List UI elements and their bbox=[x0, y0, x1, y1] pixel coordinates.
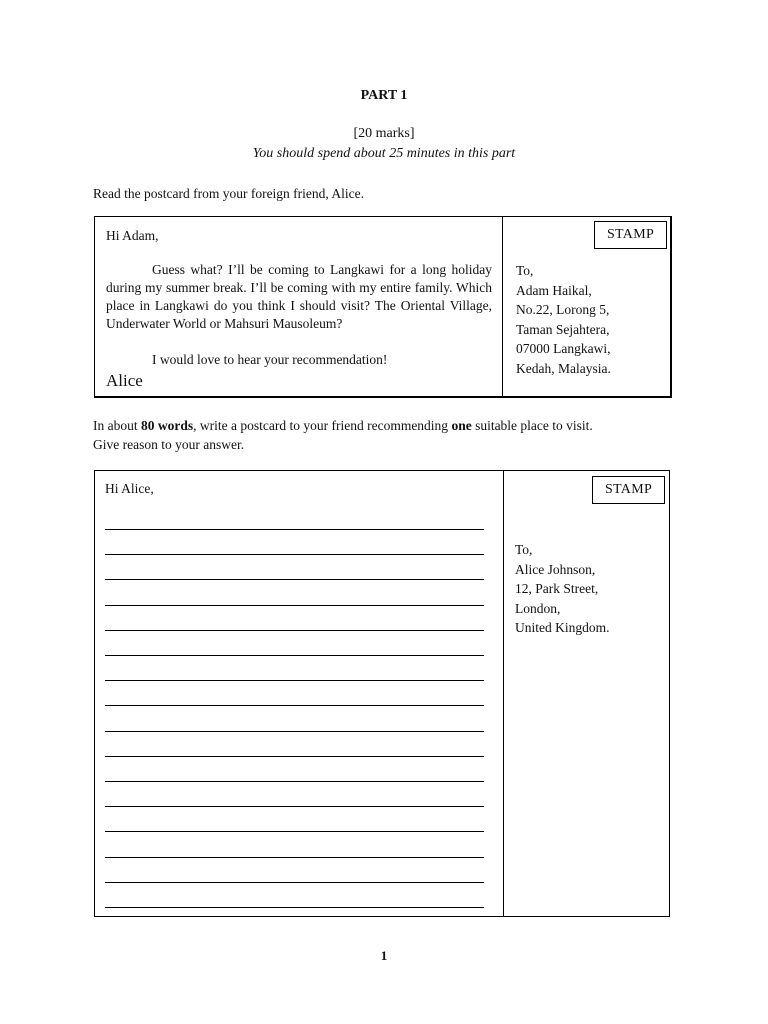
letter-signature: Alice bbox=[106, 371, 143, 390]
letter-body: Guess what? I’ll be coming to Langkawi for a long holiday during my summer break. I’ll be coming with my entire family. Which place in Langkawi do you think I should visit? The Oriental Village, Underwater World or Mahsuri Mausoleum? bbox=[106, 262, 492, 331]
writing-line[interactable] bbox=[105, 680, 484, 681]
intro-text: Read the postcard from your foreign friend, Alice. bbox=[93, 186, 365, 201]
stamp-box: STAMP bbox=[592, 476, 665, 504]
task-text-line2: Give reason to your answer. bbox=[93, 437, 245, 452]
writing-line[interactable] bbox=[105, 857, 484, 858]
writing-line[interactable] bbox=[105, 756, 484, 757]
writing-line[interactable] bbox=[105, 731, 484, 732]
address-line: Taman Sejahtera, bbox=[516, 321, 610, 337]
writing-line[interactable] bbox=[105, 655, 484, 656]
letter-greeting: Hi Adam, bbox=[106, 228, 159, 243]
writing-line[interactable] bbox=[105, 806, 484, 807]
marks-label: [20 marks] bbox=[353, 126, 415, 141]
writing-line[interactable] bbox=[105, 630, 484, 631]
task-text: , write a postcard to your friend recommending bbox=[193, 418, 452, 433]
task-instruction bbox=[93, 416, 675, 454]
writing-line[interactable] bbox=[105, 907, 484, 908]
writing-line[interactable] bbox=[105, 882, 484, 883]
address-line: United Kingdom. bbox=[515, 620, 610, 635]
task-text: In about bbox=[93, 418, 141, 433]
time-instruction: You should spend about 25 minutes in this part bbox=[252, 146, 516, 161]
address-line: 07000 Langkawi, bbox=[516, 341, 611, 356]
address-line: Adam Haikal, bbox=[516, 282, 592, 298]
postcard-divider bbox=[502, 217, 503, 396]
address-line: Kedah, Malaysia. bbox=[516, 360, 611, 376]
page-number: 1 bbox=[380, 948, 388, 963]
recipient-address bbox=[515, 540, 610, 638]
writing-line[interactable] bbox=[105, 831, 484, 832]
task-text: suitable place to visit. bbox=[471, 418, 593, 433]
writing-line[interactable] bbox=[105, 579, 484, 580]
writing-line[interactable] bbox=[105, 554, 484, 555]
address-line: No.22, Lorong 5, bbox=[516, 302, 610, 317]
stamp-box: STAMP bbox=[594, 221, 667, 249]
postcard-reply bbox=[94, 470, 670, 917]
address-line: London, bbox=[515, 600, 561, 616]
address-line: To, bbox=[516, 263, 534, 278]
word-count-emphasis: 80 words bbox=[141, 418, 194, 433]
address-line: 12, Park Street, bbox=[515, 581, 599, 596]
address-line: Alice Johnson, bbox=[515, 561, 596, 577]
writing-line[interactable] bbox=[105, 705, 484, 706]
writing-line[interactable] bbox=[105, 781, 484, 782]
letter-closing: I would love to hear your recommendation! bbox=[152, 352, 388, 367]
one-emphasis: one bbox=[451, 418, 472, 433]
address-line: To, bbox=[515, 542, 533, 557]
reply-greeting: Hi Alice, bbox=[105, 481, 154, 496]
postcard-from-alice bbox=[94, 216, 672, 398]
writing-line[interactable] bbox=[105, 605, 484, 606]
recipient-address bbox=[516, 261, 611, 378]
page-title: PART 1 bbox=[360, 88, 408, 103]
postcard-divider bbox=[503, 471, 504, 916]
writing-line[interactable] bbox=[105, 529, 484, 530]
